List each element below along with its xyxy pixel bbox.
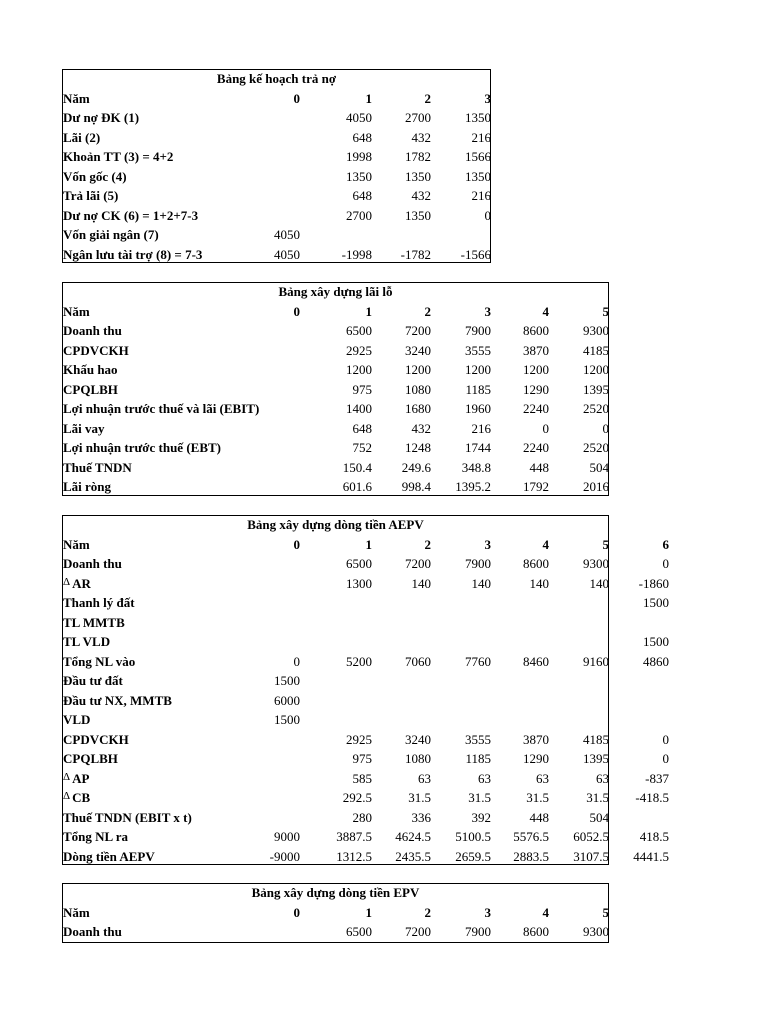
value-cell: 1998 <box>346 149 372 164</box>
column-header-year: 2 <box>424 303 431 319</box>
column-header-year: 3 <box>484 303 491 319</box>
row-label <box>63 108 139 127</box>
row-label <box>63 788 90 809</box>
value-cell: 998.4 <box>401 479 431 494</box>
column-header-year: 3 <box>484 904 491 920</box>
row-label-text: Lãi ròng <box>63 479 112 494</box>
value-cell: 2240 <box>523 401 549 416</box>
value-cell: -1860 <box>638 575 669 591</box>
row-label <box>63 458 132 477</box>
row-label <box>63 847 155 866</box>
row-label-text: TL MMTB <box>63 614 125 630</box>
column-header-year: 5 <box>602 904 609 920</box>
value-cell: 4624.5 <box>395 829 431 844</box>
value-cell: 4050 <box>346 110 372 125</box>
value-cell: 3870 <box>523 731 549 747</box>
row-label <box>63 922 122 941</box>
row-label <box>63 245 202 264</box>
row-label-text: VLD <box>63 712 91 727</box>
value-cell: 752 <box>352 440 372 455</box>
value-cell: 0 <box>542 420 549 436</box>
value-cell: 601.6 <box>342 479 372 494</box>
value-cell: 1080 <box>405 381 431 397</box>
value-cell: 3870 <box>523 342 549 358</box>
row-label <box>63 341 129 360</box>
value-cell: 1290 <box>523 751 549 766</box>
row-label <box>63 613 125 632</box>
value-cell: 348.8 <box>461 459 491 475</box>
row-label <box>63 147 173 166</box>
row-label <box>63 206 198 225</box>
value-cell: 2520 <box>583 401 609 416</box>
value-cell: 1960 <box>465 401 491 416</box>
value-cell: 504 <box>589 809 609 825</box>
value-cell: 2883.5 <box>513 848 549 864</box>
row-label-text: Khoản TT (3) = 4+2 <box>63 149 174 164</box>
value-cell: 7900 <box>465 924 491 939</box>
column-header-year: 4 <box>542 303 549 319</box>
value-cell: 1350 <box>405 207 431 223</box>
value-cell: 9300 <box>583 323 609 338</box>
column-header-label: Năm <box>63 90 90 106</box>
column-header-year: 0 <box>293 904 300 920</box>
column-header-label: Năm <box>63 303 90 319</box>
table-title: Bảng xây dựng lãi lỗ <box>278 284 393 299</box>
row-label <box>63 749 118 768</box>
row-label-text: Lợi nhuận trước thuế và lãi (EBIT) <box>63 401 260 416</box>
value-cell: 9300 <box>583 924 609 939</box>
value-cell: 8460 <box>523 653 549 669</box>
value-cell: 1290 <box>523 381 549 397</box>
row-label-text: Doanh thu <box>63 323 122 338</box>
row-label <box>63 225 159 244</box>
value-cell: 1080 <box>405 751 431 766</box>
delta-symbol: Δ <box>63 575 71 588</box>
value-cell: 1395 <box>583 381 609 397</box>
value-cell: -837 <box>645 770 669 786</box>
row-label <box>63 671 123 690</box>
column-header-year: 0 <box>293 536 300 552</box>
column-header-year: 1 <box>365 536 372 552</box>
value-cell: 1200 <box>523 362 549 377</box>
value-cell: 7200 <box>405 556 431 571</box>
value-cell: 1500 <box>643 595 669 610</box>
value-cell: 0 <box>662 556 669 571</box>
value-cell: 31.5 <box>408 790 431 805</box>
column-header-year: 2 <box>424 904 431 920</box>
value-cell: 63 <box>418 770 431 786</box>
row-label-text: Lãi (2) <box>63 129 101 145</box>
value-cell: 140 <box>471 575 491 591</box>
row-label-text: Lãi vay <box>63 420 105 436</box>
table-title: Bảng xây dựng dòng tiền EPV <box>251 885 420 900</box>
row-label-text: Dòng tiền AEPV <box>63 848 155 864</box>
row-label-text: CB <box>72 790 91 805</box>
value-cell: 1300 <box>346 575 372 591</box>
value-cell: -1998 <box>341 246 372 262</box>
value-cell: 648 <box>352 188 372 203</box>
row-label-text: Lợi nhuận trước thuế (EBT) <box>63 440 221 455</box>
value-cell: 4050 <box>274 246 300 262</box>
row-label <box>63 128 100 147</box>
column-header-label: Năm <box>63 904 90 920</box>
value-cell: 1350 <box>346 168 372 184</box>
row-label-text: CPQLBH <box>63 751 118 766</box>
value-cell: 585 <box>352 770 372 786</box>
row-label-text: Thuế TNDN (EBIT x t) <box>63 809 192 825</box>
value-cell: 140 <box>589 575 609 591</box>
value-cell: 336 <box>411 809 431 825</box>
row-label-text: Dư nợ CK (6) = 1+2+7-3 <box>63 207 199 223</box>
row-label-text: Đầu tư NX, MMTB <box>63 692 172 708</box>
value-cell: 2700 <box>346 207 372 223</box>
row-label <box>63 652 135 671</box>
value-cell: 2435.5 <box>395 848 431 864</box>
row-label <box>63 360 118 379</box>
value-cell: 140 <box>411 575 431 591</box>
value-cell: 292.5 <box>342 790 372 805</box>
column-header-year: 5 <box>602 303 609 319</box>
column-header-year: 5 <box>602 536 609 552</box>
delta-symbol: Δ <box>63 790 71 802</box>
value-cell: -9000 <box>269 848 300 864</box>
value-cell: 1680 <box>405 401 431 416</box>
column-header-year: 1 <box>365 90 372 106</box>
value-cell: 5100.5 <box>455 829 491 844</box>
row-label <box>63 593 135 612</box>
value-cell: 432 <box>411 129 431 145</box>
value-cell: 432 <box>411 420 431 436</box>
value-cell: 1185 <box>465 751 491 766</box>
value-cell: 6500 <box>346 323 372 338</box>
value-cell: 1350 <box>465 110 491 125</box>
row-label <box>63 710 90 729</box>
value-cell: 1312.5 <box>336 848 372 864</box>
value-cell: 1248 <box>405 440 431 455</box>
value-cell: 1566 <box>465 149 491 164</box>
row-label-text: Doanh thu <box>63 556 122 571</box>
column-header-label: Năm <box>63 536 90 552</box>
value-cell: 7900 <box>465 323 491 338</box>
value-cell: 975 <box>352 751 372 766</box>
value-cell: -1566 <box>460 246 491 262</box>
value-cell: 3555 <box>465 731 491 747</box>
row-label-text: Vốn giải ngân (7) <box>63 227 159 242</box>
value-cell: 3555 <box>465 342 491 358</box>
value-cell: 2925 <box>346 731 372 747</box>
value-cell: 1400 <box>346 401 372 416</box>
row-label <box>63 399 259 418</box>
column-header-year: 4 <box>542 536 549 552</box>
table-title: Bảng kế hoạch trả nợ <box>216 71 337 86</box>
value-cell: 8600 <box>523 924 549 939</box>
value-cell: 1782 <box>405 149 431 164</box>
value-cell: 140 <box>529 575 549 591</box>
value-cell: 9300 <box>583 556 609 571</box>
column-header-year: 1 <box>365 303 372 319</box>
row-label-text: Doanh thu <box>63 924 122 939</box>
delta-symbol: Δ <box>63 770 71 783</box>
value-cell: 5576.5 <box>513 829 549 844</box>
row-label-text: AR <box>72 575 91 591</box>
value-cell: 648 <box>352 129 372 145</box>
value-cell: 432 <box>411 188 431 203</box>
value-cell: 216 <box>471 188 491 203</box>
row-label <box>63 438 221 457</box>
value-cell: 1792 <box>523 479 549 494</box>
value-cell: 1395 <box>583 751 609 766</box>
row-label-text: Tổng NL vào <box>63 653 136 669</box>
value-cell: 2520 <box>583 440 609 455</box>
value-cell: 0 <box>662 751 669 766</box>
row-label-text: Vốn gốc (4) <box>63 168 127 184</box>
row-label <box>63 691 172 710</box>
row-label <box>63 321 122 340</box>
value-cell: -1782 <box>400 246 431 262</box>
row-label-text: CPQLBH <box>63 381 118 397</box>
value-cell: 31.5 <box>468 790 491 805</box>
value-cell: -418.5 <box>635 790 669 805</box>
row-label <box>63 769 89 790</box>
value-cell: 9000 <box>274 829 300 844</box>
value-cell: 8600 <box>523 556 549 571</box>
value-cell: 975 <box>352 381 372 397</box>
value-cell: 4441.5 <box>633 848 669 864</box>
value-cell: 2016 <box>583 479 609 494</box>
value-cell: 63 <box>536 770 549 786</box>
value-cell: 1500 <box>274 673 300 688</box>
value-cell: 280 <box>352 809 372 825</box>
row-label-text: Thanh lý đất <box>63 595 135 610</box>
value-cell: 3240 <box>405 342 431 358</box>
value-cell: 418.5 <box>639 829 669 844</box>
row-label <box>63 632 110 651</box>
value-cell: 0 <box>484 207 491 223</box>
value-cell: 7200 <box>405 323 431 338</box>
column-header-year: 4 <box>542 904 549 920</box>
row-label-text: Trả lãi (5) <box>63 188 119 203</box>
value-cell: 6500 <box>346 556 372 571</box>
row-label <box>63 186 118 205</box>
value-cell: 150.4 <box>342 459 372 475</box>
value-cell: 4050 <box>274 227 300 242</box>
value-cell: 3240 <box>405 731 431 747</box>
value-cell: 7060 <box>405 653 431 669</box>
value-cell: 4185 <box>583 342 609 358</box>
column-header-year: 1 <box>365 904 372 920</box>
value-cell: 2659.5 <box>455 848 491 864</box>
row-label-text: AP <box>72 770 90 786</box>
value-cell: 3107.5 <box>573 848 609 864</box>
row-label-text: CPDVCKH <box>63 342 129 358</box>
row-label-text: Ngân lưu tài trợ (8) = 7-3 <box>63 246 203 262</box>
value-cell: 1185 <box>465 381 491 397</box>
row-label <box>63 730 129 749</box>
value-cell: 4860 <box>643 653 669 669</box>
value-cell: 1500 <box>274 712 300 727</box>
column-header-year: 2 <box>424 90 431 106</box>
column-header-year: 2 <box>424 536 431 552</box>
value-cell: 8600 <box>523 323 549 338</box>
value-cell: 1200 <box>465 362 491 377</box>
value-cell: 31.5 <box>526 790 549 805</box>
value-cell: 504 <box>589 459 609 475</box>
value-cell: 249.6 <box>401 459 431 475</box>
value-cell: 9160 <box>583 653 609 669</box>
value-cell: 216 <box>471 420 491 436</box>
column-header-year: 0 <box>293 90 300 106</box>
value-cell: 2925 <box>346 342 372 358</box>
row-label <box>63 419 105 438</box>
value-cell: 1200 <box>583 362 609 377</box>
value-cell: 7200 <box>405 924 431 939</box>
value-cell: 648 <box>352 420 372 436</box>
value-cell: 1350 <box>465 168 491 184</box>
value-cell: 63 <box>478 770 491 786</box>
value-cell: 392 <box>471 809 491 825</box>
value-cell: 216 <box>471 129 491 145</box>
column-header-year: 6 <box>662 536 669 552</box>
row-label <box>63 380 118 399</box>
row-label <box>63 827 128 846</box>
value-cell: 4185 <box>583 731 609 747</box>
column-header-year: 0 <box>293 303 300 319</box>
value-cell: 0 <box>602 420 609 436</box>
value-cell: 63 <box>596 770 609 786</box>
column-header-year: 3 <box>484 90 491 106</box>
value-cell: 6500 <box>346 924 372 939</box>
row-label-text: Đầu tư đất <box>63 673 123 688</box>
row-label <box>63 808 192 827</box>
row-label <box>63 554 122 573</box>
value-cell: 7900 <box>465 556 491 571</box>
value-cell: 448 <box>529 459 549 475</box>
value-cell: 7760 <box>465 653 491 669</box>
row-label-text: Tổng NL ra <box>63 829 129 844</box>
column-header-year: 3 <box>484 536 491 552</box>
value-cell: 1200 <box>405 362 431 377</box>
row-label-text: Dư nợ ĐK (1) <box>63 110 140 125</box>
value-cell: 1350 <box>405 168 431 184</box>
value-cell: 0 <box>293 653 300 669</box>
value-cell: 31.5 <box>586 790 609 805</box>
value-cell: 1200 <box>346 362 372 377</box>
value-cell: 6052.5 <box>573 829 609 844</box>
value-cell: 2700 <box>405 110 431 125</box>
row-label-text: CPDVCKH <box>63 731 129 747</box>
value-cell: 6000 <box>274 692 300 708</box>
row-label-text: TL VLD <box>63 634 111 649</box>
row-label <box>63 574 91 595</box>
table-title: Bảng xây dựng dòng tiền AEPV <box>247 517 424 532</box>
row-label-text: Khấu hao <box>63 362 118 377</box>
value-cell: 2240 <box>523 440 549 455</box>
value-cell: 1744 <box>465 440 491 455</box>
value-cell: 3887.5 <box>336 829 372 844</box>
value-cell: 0 <box>662 731 669 747</box>
row-label <box>63 167 127 186</box>
row-label <box>63 477 111 496</box>
value-cell: 5200 <box>346 653 372 669</box>
value-cell: 1500 <box>643 634 669 649</box>
row-label-text: Thuế TNDN <box>63 459 132 475</box>
value-cell: 1395.2 <box>455 479 491 494</box>
value-cell: 448 <box>529 809 549 825</box>
